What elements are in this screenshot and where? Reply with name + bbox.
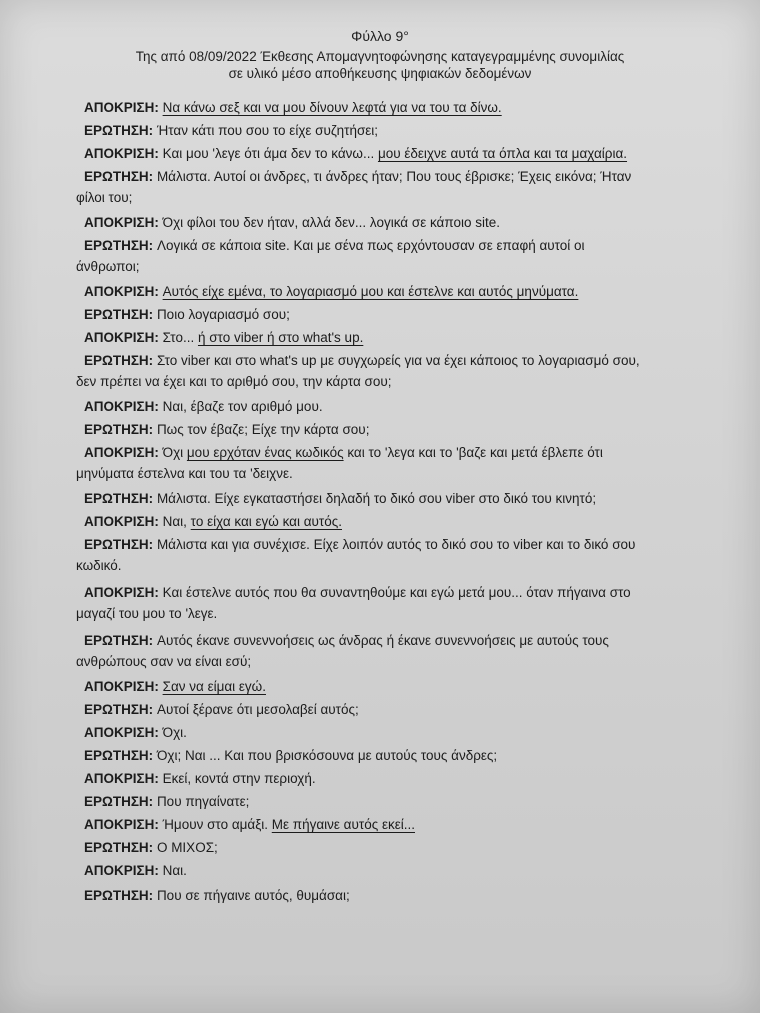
transcript-line — [84, 142, 724, 165]
heading-line-2: σε υλικό μέσο αποθήκευσης ψηφιακών δεδομένων — [228, 66, 532, 81]
transcript-line — [84, 744, 724, 767]
line-text: Αυτός έκανε συνεννοήσεις ως άνδρας ή έκανε συνεννοήσεις με αυτούς τους — [156, 633, 609, 648]
question-label: ΕΡΩΤΗΣΗ: — [84, 422, 157, 437]
transcript-line — [84, 119, 724, 142]
transcript-line — [84, 581, 724, 604]
transcript-line — [84, 767, 724, 790]
transcript-body — [76, 96, 724, 907]
line-text: Ήμουν στο αμάξι. — [162, 817, 272, 832]
document-heading — [0, 48, 760, 82]
question-label: ΕΡΩΤΗΣΗ: — [84, 491, 157, 506]
transcript-line — [84, 675, 724, 698]
answer-label: ΑΠΟΚΡΙΣΗ: — [84, 100, 163, 115]
line-text: μηνύματα έστελνα και του τα 'δειχνε. — [76, 466, 293, 481]
line-text: Εκεί, κοντά στην περιοχή. — [162, 771, 316, 786]
transcript-line — [84, 533, 724, 556]
line-text: και το 'λεγα και το 'βαζε και μετά έβλεπε ότι — [343, 445, 603, 460]
question-label: ΕΡΩΤΗΣΗ: — [84, 307, 157, 322]
transcript-line — [84, 510, 724, 533]
question-label: ΕΡΩΤΗΣΗ: — [84, 238, 157, 253]
line-text: Ναι, έβαζε τον αριθμό μου. — [162, 399, 323, 414]
question-label: ΕΡΩΤΗΣΗ: — [84, 794, 157, 809]
transcript-line — [84, 211, 724, 234]
transcript-line — [84, 721, 724, 744]
line-text: Ήταν κάτι που σου το είχε συζητήσει; — [156, 123, 379, 138]
question-label: ΕΡΩΤΗΣΗ: — [84, 840, 157, 855]
answer-label: ΑΠΟΚΡΙΣΗ: — [84, 725, 163, 740]
transcript-line — [84, 487, 724, 510]
line-text: Στο viber και στο what's up με συγχωρείς για να έχει κάποιος το λογαριασμό σου, — [156, 353, 640, 368]
question-label: ΕΡΩΤΗΣΗ: — [84, 748, 157, 763]
underlined-text: Αυτός είχε εμένα, το λογαριασμό μου και έστελνε και αυτός μηνύματα. — [162, 284, 579, 299]
transcript-line — [84, 96, 724, 119]
transcript-line — [84, 813, 724, 836]
line-text: δεν πρέπει να έχει και το αριθμό σου, την κάρτα σου; — [76, 374, 392, 389]
line-text: Που σε πήγαινε αυτός, θυμάσαι; — [156, 888, 350, 903]
question-label: ΕΡΩΤΗΣΗ: — [84, 169, 157, 184]
line-text: κωδικό. — [76, 558, 122, 573]
transcript-line — [84, 280, 724, 303]
transcript-line — [84, 441, 724, 464]
answer-label: ΑΠΟΚΡΙΣΗ: — [84, 863, 163, 878]
line-text: Στο... — [162, 330, 198, 345]
transcript-line — [76, 650, 724, 673]
transcript-line — [76, 554, 724, 577]
line-text: Ναι, — [162, 514, 191, 529]
answer-label: ΑΠΟΚΡΙΣΗ: — [84, 330, 163, 345]
answer-label: ΑΠΟΚΡΙΣΗ: — [84, 514, 163, 529]
line-text: ανθρώπους σαν να είναι εσύ; — [76, 654, 252, 669]
answer-label: ΑΠΟΚΡΙΣΗ: — [84, 585, 163, 600]
question-label: ΕΡΩΤΗΣΗ: — [84, 123, 157, 138]
underlined-text: Σαν να είμαι εγώ. — [162, 679, 266, 694]
answer-label: ΑΠΟΚΡΙΣΗ: — [84, 679, 163, 694]
underlined-text: Να κάνω σεξ και να μου δίνουν λεφτά για να του τα δίνω. — [162, 100, 502, 115]
line-text: Όχι — [162, 445, 187, 460]
line-text: φίλοι του; — [76, 190, 133, 205]
transcript-line — [84, 836, 724, 859]
underlined-text: μου ερχόταν ένας κωδικός — [186, 445, 344, 460]
line-text: Ο ΜΙΧΟΣ; — [156, 840, 218, 855]
line-text: Και έστελνε αυτός που θα συναντηθούμε και εγώ μετά μου... όταν πήγαινα στο — [162, 585, 631, 600]
line-text: Μάλιστα. Είχε εγκαταστήσει δηλαδή το δικό σου viber στο δικό του κινητό; — [156, 491, 597, 506]
underlined-text: το είχα και εγώ και αυτός. — [190, 514, 342, 529]
transcript-line — [84, 165, 724, 188]
line-text: Αυτοί ξέρανε ότι μεσολαβεί αυτός; — [156, 702, 359, 717]
line-text: Όχι; Ναι ... Και που βρισκόσουνα με αυτούς τους άνδρες; — [156, 748, 498, 763]
transcript-line — [76, 255, 724, 278]
underlined-text: μου έδειχνε αυτά τα όπλα και τα μαχαίρια. — [377, 146, 628, 161]
line-text: Λογικά σε κάποια site. Και με σένα πως ερχόντουσαν σε επαφή αυτοί οι — [156, 238, 585, 253]
answer-label: ΑΠΟΚΡΙΣΗ: — [84, 284, 163, 299]
transcript-line — [76, 602, 724, 625]
transcript-line — [84, 326, 724, 349]
answer-label: ΑΠΟΚΡΙΣΗ: — [84, 146, 163, 161]
line-text: μαγαζί του μου το 'λεγε. — [76, 606, 218, 621]
transcript-line — [84, 629, 724, 652]
transcript-line — [84, 395, 724, 418]
transcript-line — [84, 234, 724, 257]
line-text: Πως τον έβαζε; Είχε την κάρτα σου; — [156, 422, 370, 437]
answer-label: ΑΠΟΚΡΙΣΗ: — [84, 817, 163, 832]
question-label: ΕΡΩΤΗΣΗ: — [84, 702, 157, 717]
transcript-line — [84, 303, 724, 326]
transcript-line — [84, 790, 724, 813]
question-label: ΕΡΩΤΗΣΗ: — [84, 537, 157, 552]
line-text: άνθρωποι; — [76, 259, 140, 274]
line-text: Μάλιστα. Αυτοί οι άνδρες, τι άνδρες ήταν; Που τους έβρισκε; Έχεις εικόνα; Ήταν — [156, 169, 632, 184]
question-label: ΕΡΩΤΗΣΗ: — [84, 353, 157, 368]
answer-label: ΑΠΟΚΡΙΣΗ: — [84, 399, 163, 414]
transcript-line — [84, 859, 724, 882]
sheet-number: Φύλλο 9° — [351, 28, 409, 44]
line-text: Όχι. — [162, 725, 187, 740]
heading-line-1: Της από 08/09/2022 Έκθεσης Απομαγνητοφώνησης καταγεγραμμένης συνομιλίας — [135, 49, 625, 64]
transcript-line — [84, 698, 724, 721]
underlined-text: ή στο viber ή στο what's up. — [197, 330, 364, 345]
transcript-line — [84, 884, 724, 907]
underlined-text: Με πήγαινε αυτός εκεί... — [271, 817, 415, 832]
answer-label: ΑΠΟΚΡΙΣΗ: — [84, 445, 163, 460]
transcript-line — [84, 349, 724, 372]
question-label: ΕΡΩΤΗΣΗ: — [84, 888, 157, 903]
line-text: Που πηγαίνατε; — [156, 794, 250, 809]
line-text: Και μου 'λεγε ότι άμα δεν το κάνω... — [162, 146, 378, 161]
line-text: Ποιο λογαριασμό σου; — [156, 307, 290, 322]
transcript-line — [76, 186, 724, 209]
question-label: ΕΡΩΤΗΣΗ: — [84, 633, 157, 648]
answer-label: ΑΠΟΚΡΙΣΗ: — [84, 771, 163, 786]
transcript-line — [76, 462, 724, 485]
line-text: Ναι. — [162, 863, 187, 878]
transcript-line — [76, 370, 724, 393]
transcript-line — [84, 418, 724, 441]
answer-label: ΑΠΟΚΡΙΣΗ: — [84, 215, 163, 230]
line-text: Μάλιστα και για συνέχισε. Είχε λοιπόν αυτός το δικό σου το viber και το δικό σου — [156, 537, 636, 552]
line-text: Όχι φίλοι του δεν ήταν, αλλά δεν... λογικά σε κάποιο site. — [162, 215, 501, 230]
